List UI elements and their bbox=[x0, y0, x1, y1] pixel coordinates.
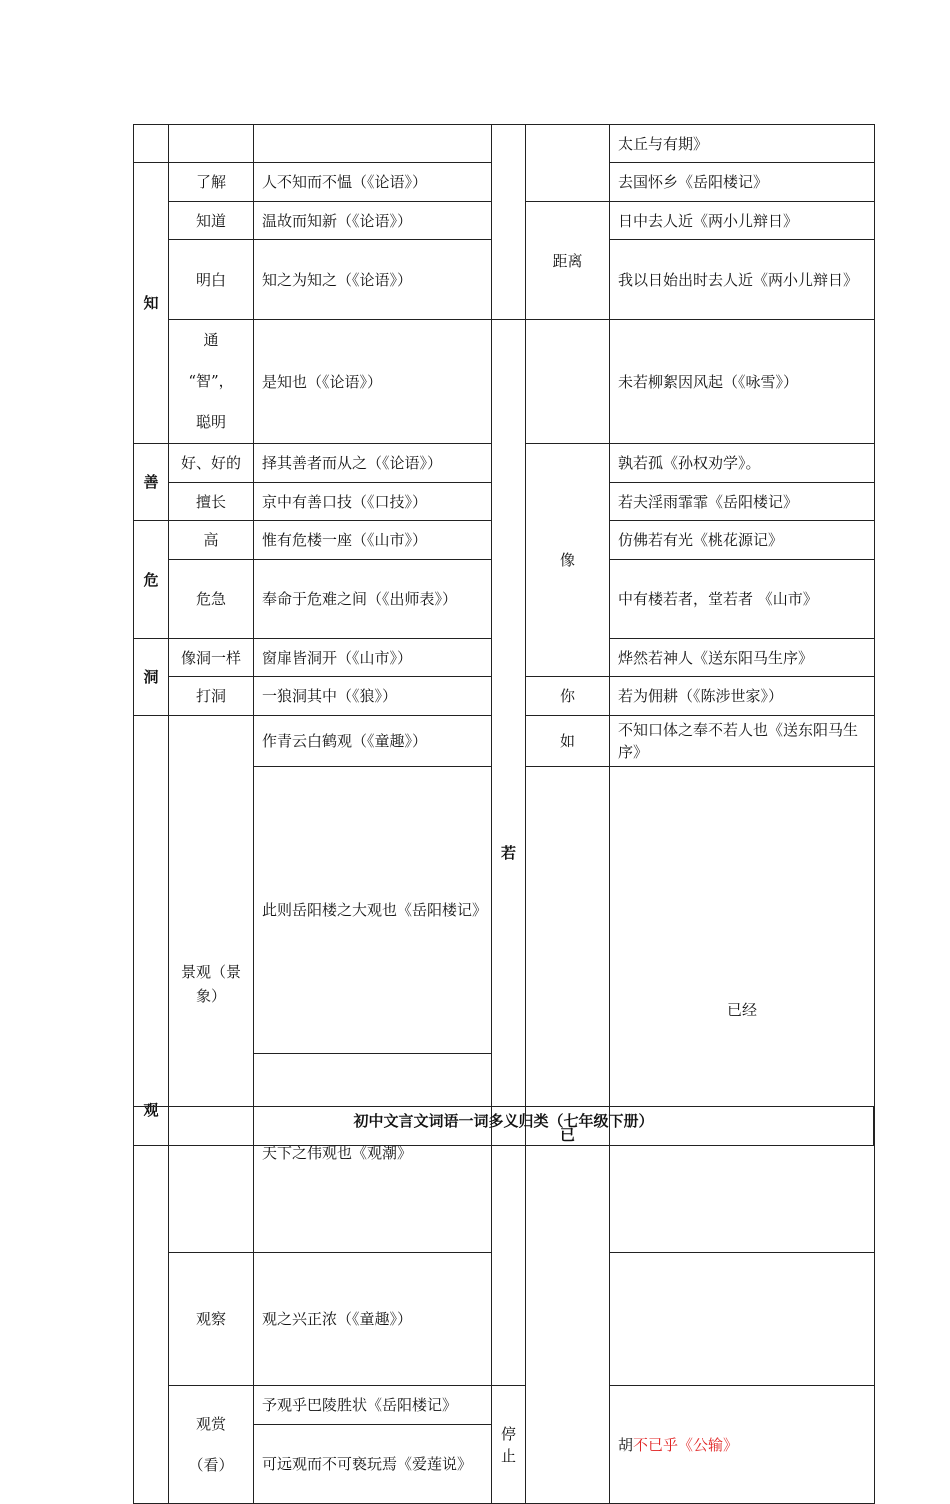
right-example: 去国怀乡《岳阳楼记》 bbox=[610, 163, 875, 202]
empty-cell bbox=[610, 1253, 875, 1386]
example-cell: 窗扉皆洞开（《山市》） bbox=[254, 639, 492, 677]
empty-cell bbox=[134, 125, 169, 163]
meaning-cell: 知道 bbox=[169, 202, 254, 240]
example-cell: 观之兴正浓（《童趣》） bbox=[254, 1253, 492, 1386]
right-meaning-cell: 距离 bbox=[526, 202, 610, 320]
example-cell: 天下之伟观也《观潮》 bbox=[254, 1054, 492, 1253]
word-dong: 洞 bbox=[134, 639, 169, 716]
right-example: 烨然若神人《送东阳马生序》 bbox=[610, 639, 875, 677]
meaning-cell bbox=[169, 320, 254, 444]
meaning-cell: 高 bbox=[169, 521, 254, 560]
right-example: 仿佛若有光《桃花源记》 bbox=[610, 521, 875, 560]
empty-cell bbox=[526, 125, 610, 202]
example-cell: 奉命于危难之间（《出师表》） bbox=[254, 560, 492, 639]
example-cell: 人不知而不愠（《论语》） bbox=[254, 163, 492, 202]
meaning-cell: 像洞一样 bbox=[169, 639, 254, 677]
table-row bbox=[134, 1386, 875, 1425]
example-cell: 是知也（《论语》） bbox=[254, 320, 492, 444]
right-example: 太丘与有期》 bbox=[610, 125, 875, 163]
meaning-cell: 危急 bbox=[169, 560, 254, 639]
right-example: 若夫淫雨霏霏《岳阳楼记》 bbox=[610, 483, 875, 521]
meaning-line: 象） bbox=[195, 987, 226, 1005]
right-meaning-cell: 停止 bbox=[492, 1386, 526, 1504]
meaning-cell: 好、好的 bbox=[169, 444, 254, 483]
right-example bbox=[610, 1386, 875, 1504]
example-cell: 温故而知新（《论语》） bbox=[254, 202, 492, 240]
word-guan: 观 bbox=[134, 716, 169, 1504]
right-example: 日中去人近《两小儿辩日》 bbox=[610, 202, 875, 240]
word-wei: 危 bbox=[134, 521, 169, 639]
example-cell: 作青云白鹤观（《童趣》） bbox=[254, 716, 492, 767]
meaning-cell: 打洞 bbox=[169, 677, 254, 716]
table-row bbox=[134, 320, 875, 444]
example-cell: 予观乎巴陵胜状《岳阳楼记》 bbox=[254, 1386, 492, 1425]
example-cell: 知之为知之（《论语》） bbox=[254, 240, 492, 320]
right-example: 孰若孤《孙权劝学》。 bbox=[610, 444, 875, 483]
word-yi: 已 bbox=[526, 767, 610, 1504]
example-cell: 惟有危楼一座（《山市》） bbox=[254, 521, 492, 560]
word-zhi: 知 bbox=[134, 163, 169, 444]
right-meaning-cell: 你 bbox=[526, 677, 610, 716]
meaning-cell bbox=[169, 716, 254, 1253]
meaning-cell: 擅长 bbox=[169, 483, 254, 521]
example-text: 胡 bbox=[618, 1435, 634, 1454]
highlighted-text: 不已乎《公输》 bbox=[633, 1435, 739, 1454]
meaning-cell: 了解 bbox=[169, 163, 254, 202]
right-example: 未若柳絮因风起（《咏雪》） bbox=[610, 320, 875, 444]
empty-cell bbox=[492, 125, 526, 320]
meaning-line: 景观（景 bbox=[180, 963, 241, 981]
word-ruo: 若 bbox=[492, 320, 526, 1386]
right-meaning-cell: 像 bbox=[526, 444, 610, 677]
meaning-line: （看） bbox=[188, 1455, 234, 1474]
meaning-line: 通 bbox=[203, 331, 219, 349]
empty-cell bbox=[169, 125, 254, 163]
example-cell: 京中有善口技（《口技》） bbox=[254, 483, 492, 521]
right-example: 不知口体之奉不若人也《送东阳马生序》 bbox=[610, 716, 875, 767]
meaning-cell: 明白 bbox=[169, 240, 254, 320]
meaning-cell bbox=[169, 1386, 254, 1504]
right-meaning-cell: 已经 bbox=[610, 767, 875, 1253]
right-example: 若为佣耕（《陈涉世家》） bbox=[610, 677, 875, 716]
empty-cell bbox=[254, 125, 492, 163]
example-cell: 此则岳阳楼之大观也《岳阳楼记》 bbox=[254, 767, 492, 1054]
polysemy-table bbox=[133, 124, 875, 1504]
right-example: 我以日始出时去人近《两小儿辩日》 bbox=[610, 240, 875, 320]
example-cell: 择其善者而从之（《论语》） bbox=[254, 444, 492, 483]
example-cell: 一狼洞其中（《狼》） bbox=[254, 677, 492, 716]
right-meaning-cell: 如 bbox=[526, 716, 610, 767]
empty-cell bbox=[526, 320, 610, 444]
meaning-line: “智”， bbox=[188, 372, 234, 390]
meaning-line: 聪明 bbox=[195, 413, 226, 431]
table-row bbox=[134, 125, 875, 163]
meaning-line: 观赏 bbox=[195, 1414, 226, 1433]
word-shan: 善 bbox=[134, 444, 169, 521]
meaning-cell: 观察 bbox=[169, 1253, 254, 1386]
example-cell: 可远观而不可亵玩焉《爱莲说》 bbox=[254, 1425, 492, 1504]
right-example: 中有楼若者，堂若者 《山市》 bbox=[610, 560, 875, 639]
section-title: 初中文言文词语一词多义归类（七年级下册） bbox=[133, 1106, 874, 1146]
